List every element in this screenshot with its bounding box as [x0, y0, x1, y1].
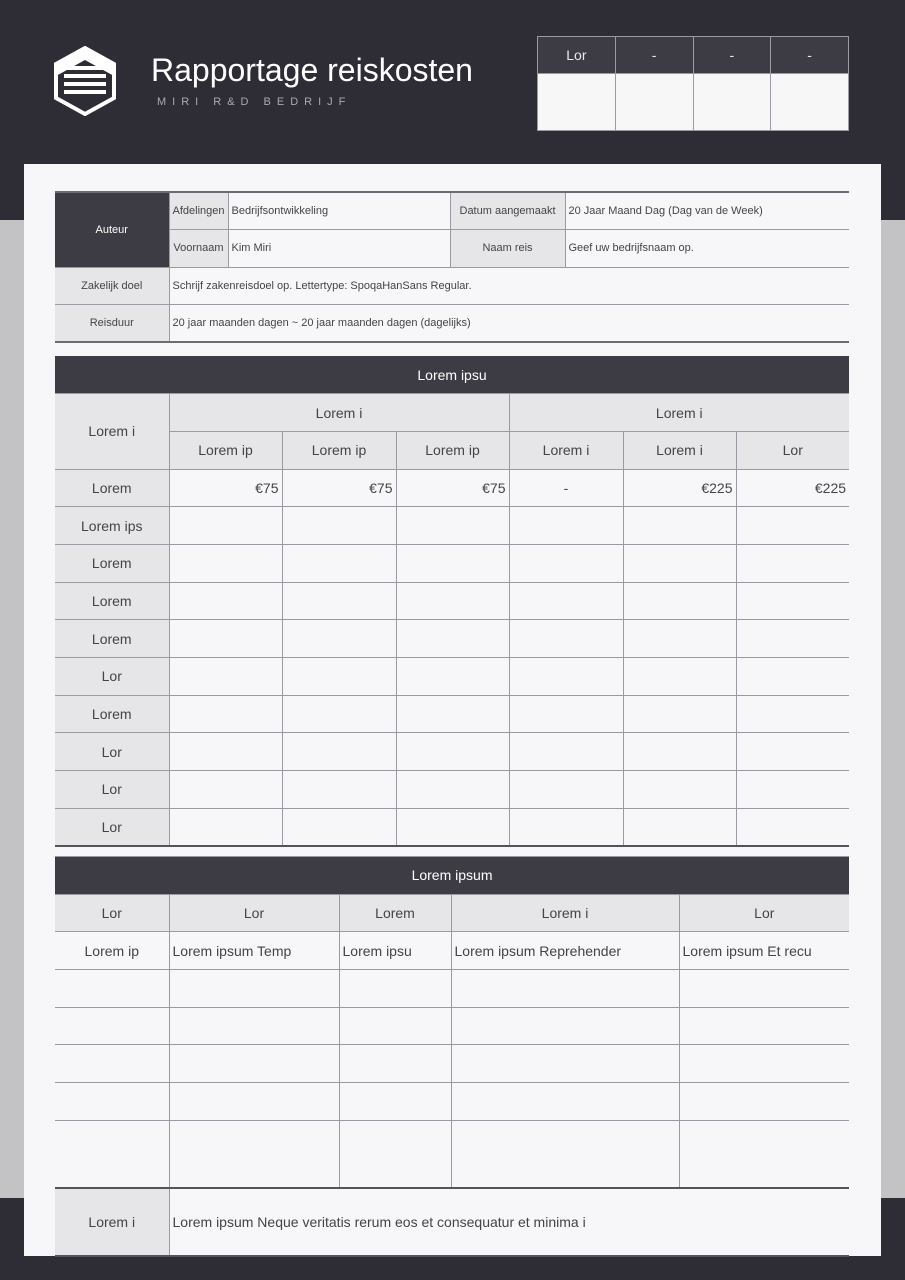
trip-cell[interactable] [339, 1007, 451, 1045]
cost-cell[interactable] [623, 507, 736, 545]
cost-cell[interactable] [396, 808, 509, 846]
cost-cell[interactable] [509, 733, 623, 771]
trip-cell[interactable]: Lorem ip [55, 932, 169, 970]
cost-column-header: Lorem ip [282, 431, 396, 469]
cost-cell[interactable] [736, 544, 849, 582]
cost-cell[interactable] [623, 771, 736, 809]
cost-row [55, 808, 849, 846]
trip-name-value[interactable]: Geef uw bedrijfsnaam op. [565, 230, 849, 268]
cost-row [55, 582, 849, 620]
trip-cell[interactable] [169, 1083, 339, 1121]
trip-cell[interactable]: Lorem ipsu [339, 932, 451, 970]
cost-cell[interactable] [396, 695, 509, 733]
cost-cell[interactable] [509, 544, 623, 582]
notes-value[interactable]: Lorem ipsum Neque veritatis rerum eos et consequatur et minima i [169, 1188, 849, 1256]
cost-cell[interactable] [623, 695, 736, 733]
trip-cell[interactable] [339, 1083, 451, 1121]
cost-cell[interactable] [736, 695, 849, 733]
cost-column-header: Lorem i [623, 431, 736, 469]
cost-cell[interactable] [396, 582, 509, 620]
trip-cell[interactable] [339, 1120, 451, 1188]
cost-cell[interactable] [509, 620, 623, 658]
stacked-lines-logo-icon [54, 46, 116, 116]
trip-cell[interactable]: Lorem ipsum Et recu [679, 932, 849, 970]
trip-cell[interactable] [169, 1045, 339, 1083]
trips-column-header: Lor [169, 894, 339, 932]
cost-cell[interactable] [282, 771, 396, 809]
cost-row [55, 658, 849, 696]
trip-row [55, 1120, 849, 1188]
trip-row [55, 1045, 849, 1083]
cost-cell[interactable] [623, 582, 736, 620]
cost-cell[interactable] [736, 582, 849, 620]
cost-row-label: Lorem [55, 695, 169, 733]
cost-row [55, 507, 849, 545]
cost-column-header: Lorem i [509, 431, 623, 469]
trip-cell[interactable] [451, 1120, 679, 1188]
cost-cell[interactable] [282, 620, 396, 658]
cost-cell[interactable] [623, 544, 736, 582]
cost-cell[interactable] [282, 733, 396, 771]
trips-column-header: Lorem i [451, 894, 679, 932]
trips-column-header: Lorem [339, 894, 451, 932]
cost-row [55, 469, 849, 507]
trip-cell[interactable] [679, 1083, 849, 1121]
trip-row [55, 1007, 849, 1045]
trips-column-header: Lor [679, 894, 849, 932]
cost-cell[interactable]: €75 [282, 469, 396, 507]
date-label: Datum aangemaakt [450, 192, 565, 230]
cost-row-label: Lorem [55, 582, 169, 620]
cost-cell[interactable] [509, 658, 623, 696]
trip-cell[interactable] [169, 970, 339, 1008]
cost-cell[interactable] [623, 808, 736, 846]
cost-cell[interactable] [169, 544, 282, 582]
cost-row [55, 771, 849, 809]
cost-cell[interactable] [282, 507, 396, 545]
trip-cell[interactable] [679, 1120, 849, 1188]
cost-cell[interactable] [282, 658, 396, 696]
department-label: Afdelingen [169, 192, 228, 230]
cost-cell[interactable] [169, 507, 282, 545]
trip-cell[interactable]: Lorem ipsum Reprehender [451, 932, 679, 970]
cost-cell[interactable] [396, 507, 509, 545]
cost-row-label: Lorem [55, 620, 169, 658]
company-subtitle: MIRI R&D BEDRIJF [157, 96, 352, 108]
cost-row [55, 695, 849, 733]
cost-cell[interactable] [282, 808, 396, 846]
cost-cell[interactable] [169, 620, 282, 658]
trip-cell[interactable] [55, 970, 169, 1008]
cost-cell[interactable] [169, 733, 282, 771]
trip-cell[interactable] [55, 1007, 169, 1045]
cost-cell[interactable] [623, 658, 736, 696]
cost-row-label: Lorem [55, 469, 169, 507]
cost-group-header: Lorem i [509, 394, 849, 432]
cost-row-label: Lor [55, 658, 169, 696]
cost-table [55, 356, 849, 847]
cost-cell[interactable] [736, 771, 849, 809]
approval-signature-cell[interactable] [538, 74, 616, 131]
cost-cell[interactable]: €75 [396, 469, 509, 507]
trips-table-banner: Lorem ipsum [55, 857, 849, 895]
approval-stamp-table [537, 36, 849, 131]
approval-signature-cell[interactable] [615, 74, 693, 131]
page-title: Rapportage reiskosten [151, 52, 473, 88]
cost-table-banner: Lorem ipsu [55, 356, 849, 394]
cost-cell[interactable]: €225 [623, 469, 736, 507]
cost-row [55, 544, 849, 582]
trip-cell[interactable] [679, 1007, 849, 1045]
cost-cell[interactable] [736, 733, 849, 771]
cost-cell[interactable] [623, 620, 736, 658]
trip-cell[interactable] [451, 970, 679, 1008]
trip-cell[interactable] [169, 1007, 339, 1045]
cost-cell[interactable]: - [509, 469, 623, 507]
trip-cell[interactable] [339, 1045, 451, 1083]
firstname-label: Voornaam [169, 230, 228, 268]
cost-cell[interactable] [282, 695, 396, 733]
cost-cell[interactable] [169, 582, 282, 620]
report-info-table [55, 191, 849, 343]
cost-column-header: Lorem ip [169, 431, 282, 469]
trip-cell[interactable] [451, 1045, 679, 1083]
cost-cell[interactable]: €75 [169, 469, 282, 507]
cost-row [55, 620, 849, 658]
cost-cell[interactable] [623, 733, 736, 771]
cost-cell[interactable] [736, 808, 849, 846]
trips-column-header: Lor [55, 894, 169, 932]
trip-cell[interactable] [55, 1045, 169, 1083]
cost-cell[interactable] [736, 620, 849, 658]
trip-cell[interactable] [679, 970, 849, 1008]
trip-name-label: Naam reis [450, 230, 565, 268]
trip-cell[interactable] [679, 1045, 849, 1083]
duration-value[interactable]: 20 jaar maanden dagen ~ 20 jaar maanden dagen (dagelijks) [169, 305, 849, 343]
trip-cell[interactable]: Lorem ipsum Temp [169, 932, 339, 970]
cost-cell[interactable] [396, 733, 509, 771]
cost-cell[interactable] [282, 582, 396, 620]
cost-row-label: Lor [55, 771, 169, 809]
cost-group-header: Lorem i [169, 394, 509, 432]
trip-row [55, 1083, 849, 1121]
approval-header: - [693, 37, 771, 74]
cost-cell[interactable] [509, 808, 623, 846]
cost-cell[interactable] [509, 582, 623, 620]
notes-label: Lorem i [55, 1188, 169, 1256]
cost-column-header: Lor [736, 431, 849, 469]
approval-header: - [615, 37, 693, 74]
cost-cell[interactable] [509, 507, 623, 545]
approval-signature-cell[interactable] [771, 74, 849, 131]
purpose-value[interactable]: Schrijf zakenreisdoel op. Lettertype: SpoqaHanSans Regular. [169, 267, 849, 305]
cost-cell[interactable] [396, 544, 509, 582]
trip-cell[interactable] [169, 1120, 339, 1188]
cost-cell[interactable] [509, 771, 623, 809]
duration-label: Reisduur [55, 305, 169, 343]
cost-row-label: Lorem [55, 544, 169, 582]
cost-row [55, 733, 849, 771]
trips-table [55, 856, 849, 1257]
trip-cell[interactable] [55, 1083, 169, 1121]
cost-row-label: Lorem ips [55, 507, 169, 545]
cost-cell[interactable] [169, 695, 282, 733]
trip-cell[interactable] [55, 1120, 169, 1188]
cost-row-label: Lor [55, 808, 169, 846]
trip-cell[interactable] [451, 1007, 679, 1045]
cost-cell[interactable] [169, 808, 282, 846]
purpose-label: Zakelijk doel [55, 267, 169, 305]
cost-cell[interactable]: €225 [736, 469, 849, 507]
approval-signature-cell[interactable] [693, 74, 771, 131]
firstname-value[interactable]: Kim Miri [228, 230, 450, 268]
cost-corner-header: Lorem i [55, 394, 169, 469]
approval-header: - [771, 37, 849, 74]
trip-row [55, 970, 849, 1008]
cost-cell[interactable] [396, 658, 509, 696]
cost-cell[interactable] [169, 658, 282, 696]
cost-cell[interactable] [396, 771, 509, 809]
cost-cell[interactable] [169, 771, 282, 809]
cost-row-label: Lor [55, 733, 169, 771]
trip-cell[interactable] [451, 1083, 679, 1121]
date-value[interactable]: 20 Jaar Maand Dag (Dag van de Week) [565, 192, 849, 230]
department-value[interactable]: Bedrijfsontwikkeling [228, 192, 450, 230]
cost-cell[interactable] [736, 507, 849, 545]
trip-cell[interactable] [339, 970, 451, 1008]
cost-column-header: Lorem ip [396, 431, 509, 469]
author-label: Auteur [55, 192, 169, 267]
trip-row [55, 932, 849, 970]
approval-header: Lor [538, 37, 616, 74]
cost-cell[interactable] [396, 620, 509, 658]
cost-cell[interactable] [736, 658, 849, 696]
cost-cell[interactable] [509, 695, 623, 733]
cost-cell[interactable] [282, 544, 396, 582]
